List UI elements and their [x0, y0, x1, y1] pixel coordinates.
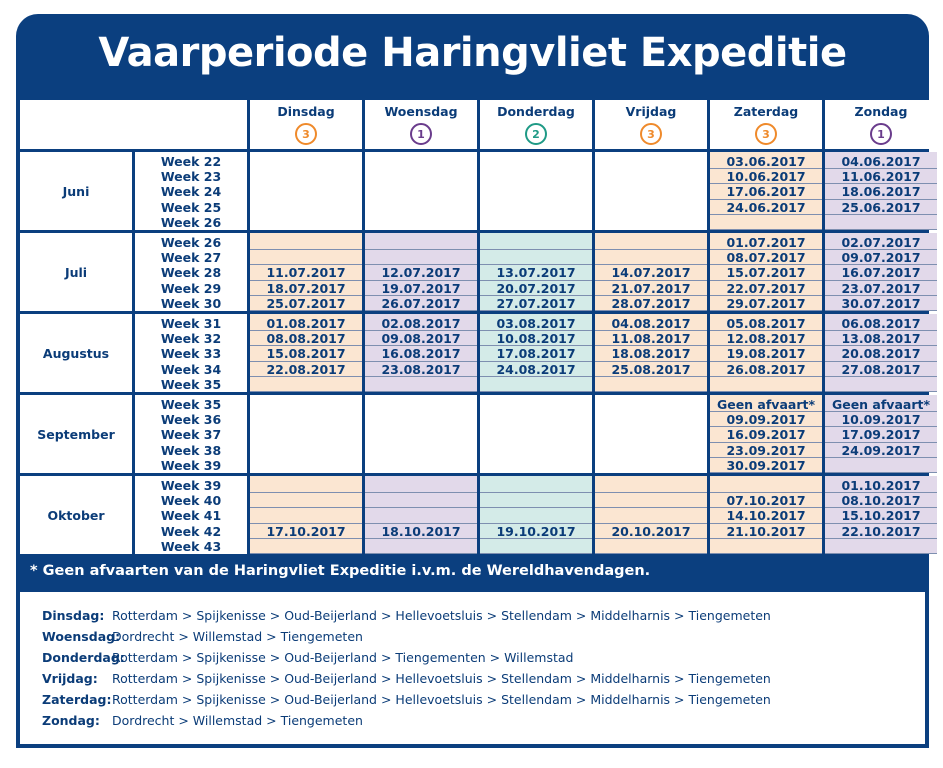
date-rows	[250, 478, 362, 554]
sailing-date: 01.10.2017	[825, 478, 937, 493]
route-item	[20, 671, 925, 692]
date-cell-zaterdag	[710, 476, 822, 554]
date-rows	[480, 235, 592, 311]
week-label: Week 22	[160, 154, 222, 169]
sailing-date: 23.07.2017	[825, 281, 937, 296]
week-rows	[135, 235, 247, 311]
sailing-date	[365, 493, 477, 508]
week-label: Week 38	[160, 442, 222, 458]
sailing-date	[480, 235, 592, 250]
sailing-date	[365, 235, 477, 250]
day-name: Zondag	[854, 104, 908, 119]
sailing-date: 19.10.2017	[480, 524, 592, 539]
sailing-date: 10.09.2017	[825, 412, 937, 427]
sailing-date: 13.07.2017	[480, 265, 592, 280]
sailing-date	[595, 508, 707, 523]
header-corner	[20, 100, 247, 149]
route-day: Vrijdag:	[42, 671, 98, 686]
sailing-date: 25.06.2017	[825, 200, 937, 215]
date-cell-vrijdag	[595, 233, 707, 311]
date-rows	[710, 397, 822, 473]
date-rows	[365, 478, 477, 554]
sailing-date	[250, 478, 362, 493]
week-label: Week 27	[160, 250, 222, 266]
week-label: Week 36	[160, 412, 222, 428]
sailing-date: 21.07.2017	[595, 281, 707, 296]
sailing-date	[250, 508, 362, 523]
route-stops: Rotterdam > Spijkenisse > Oud-Beijerland > Hellevoetsluis > Stellendam > Middelharnis > Tiengemeten	[112, 608, 771, 623]
date-rows	[480, 478, 592, 554]
month-label: September	[20, 395, 132, 473]
date-cell-zaterdag	[710, 233, 822, 311]
week-label: Week 39	[160, 478, 222, 493]
sailing-date: 20.07.2017	[480, 281, 592, 296]
date-rows	[250, 316, 362, 392]
route-day: Zondag:	[42, 713, 100, 728]
date-rows	[595, 478, 707, 554]
sailing-date: 15.10.2017	[825, 508, 937, 523]
date-cell-zondag	[825, 233, 937, 311]
sailing-date: 23.09.2017	[710, 443, 822, 458]
sailing-date: 24.08.2017	[480, 362, 592, 377]
week-label: Week 26	[160, 235, 222, 250]
route-number-badge: 2	[525, 123, 547, 145]
sailing-date	[250, 377, 362, 392]
date-cell-donderdag	[480, 233, 592, 311]
week-list	[135, 476, 247, 554]
route-stops: Rotterdam > Spijkenisse > Oud-Beijerland > Hellevoetsluis > Stellendam > Middelharnis > Tiengemeten	[112, 692, 771, 707]
date-cell-zondag	[825, 395, 937, 473]
sailing-date: 19.07.2017	[365, 281, 477, 296]
sailing-date	[365, 478, 477, 493]
sailing-date: 24.06.2017	[710, 200, 822, 215]
route-day: Donderdag:	[42, 650, 125, 665]
sailing-date	[825, 377, 937, 392]
month-label: Juli	[20, 233, 132, 311]
date-cell-donderdag	[480, 476, 592, 554]
route-stops: Rotterdam > Spijkenisse > Oud-Beijerland > Tiengementen > Willemstad	[112, 650, 574, 665]
sailing-date: Geen afvaart*	[825, 397, 937, 412]
date-cell-woensdag	[365, 476, 477, 554]
route-item	[20, 629, 925, 650]
sailing-date	[710, 377, 822, 392]
sailing-date: 22.07.2017	[710, 281, 822, 296]
sailing-date: 15.08.2017	[250, 346, 362, 361]
date-cell-vrijdag	[595, 476, 707, 554]
day-name: Dinsdag	[277, 104, 335, 119]
sailing-date: 30.07.2017	[825, 296, 937, 311]
date-cell-dinsdag	[250, 314, 362, 392]
date-cell-woensdag	[365, 395, 477, 473]
week-label: Week 31	[160, 316, 222, 331]
routes-list	[20, 592, 925, 744]
week-list	[135, 233, 247, 311]
sailing-date: 17.06.2017	[710, 184, 822, 199]
week-rows	[135, 316, 247, 392]
date-rows	[595, 235, 707, 311]
sailing-date: 20.10.2017	[595, 524, 707, 539]
week-label: Week 35	[160, 376, 222, 392]
sailing-date	[250, 493, 362, 508]
route-number-badge: 3	[640, 123, 662, 145]
day-header-zondag	[825, 100, 937, 149]
route-item	[20, 692, 925, 713]
sailing-date: 18.06.2017	[825, 184, 937, 199]
sailing-date: 15.07.2017	[710, 265, 822, 280]
week-label: Week 33	[160, 346, 222, 362]
week-rows	[135, 397, 247, 473]
route-number-badge: 3	[755, 123, 777, 145]
week-label: Week 34	[160, 361, 222, 377]
week-label: Week 23	[160, 169, 222, 185]
sailing-date	[595, 493, 707, 508]
week-label: Week 35	[160, 397, 222, 412]
route-stops: Dordrecht > Willemstad > Tiengemeten	[112, 713, 363, 728]
date-cell-woensdag	[365, 152, 477, 230]
date-cell-woensdag	[365, 314, 477, 392]
sailing-date: 08.07.2017	[710, 250, 822, 265]
date-cell-zondag	[825, 476, 937, 554]
date-cell-dinsdag	[250, 395, 362, 473]
week-rows	[135, 478, 247, 554]
sailing-date: 01.08.2017	[250, 316, 362, 331]
sailing-date	[595, 377, 707, 392]
date-cell-zaterdag	[710, 395, 822, 473]
sailing-date: 22.08.2017	[250, 362, 362, 377]
sailing-date: 12.08.2017	[710, 331, 822, 346]
date-rows	[825, 316, 937, 392]
route-day: Woensdag:	[42, 629, 121, 644]
date-rows	[825, 154, 937, 230]
page-title: Vaarperiode Haringvliet Expeditie	[98, 30, 847, 76]
sailing-date: 03.08.2017	[480, 316, 592, 331]
date-cell-dinsdag	[250, 152, 362, 230]
date-rows	[710, 478, 822, 554]
sailing-date: 07.10.2017	[710, 493, 822, 508]
sailing-date: 17.08.2017	[480, 346, 592, 361]
sailing-date: 01.07.2017	[710, 235, 822, 250]
route-day: Dinsdag:	[42, 608, 105, 623]
date-cell-zondag	[825, 152, 937, 230]
sailing-date: 02.07.2017	[825, 235, 937, 250]
route-stops: Rotterdam > Spijkenisse > Oud-Beijerland > Hellevoetsluis > Stellendam > Middelharnis > Tiengemeten	[112, 671, 771, 686]
date-rows	[825, 235, 937, 311]
date-cell-donderdag	[480, 152, 592, 230]
sailing-date	[480, 250, 592, 265]
date-rows	[595, 316, 707, 392]
date-cell-zaterdag	[710, 314, 822, 392]
sailing-date: 10.06.2017	[710, 169, 822, 184]
sailing-date: 26.08.2017	[710, 362, 822, 377]
sailing-date: 18.10.2017	[365, 524, 477, 539]
week-list	[135, 395, 247, 473]
sailing-date: 17.10.2017	[250, 524, 362, 539]
sailing-date: 05.08.2017	[710, 316, 822, 331]
sailing-date: 06.08.2017	[825, 316, 937, 331]
route-number-badge: 1	[410, 123, 432, 145]
route-item	[20, 713, 925, 734]
sailing-date: 30.09.2017	[710, 458, 822, 473]
sailing-date	[595, 478, 707, 493]
date-cell-donderdag	[480, 314, 592, 392]
route-day: Zaterdag:	[42, 692, 112, 707]
sailing-date: 24.09.2017	[825, 443, 937, 458]
sailing-date	[250, 250, 362, 265]
route-stops: Dordrecht > Willemstad > Tiengemeten	[112, 629, 363, 644]
sailing-date: 25.08.2017	[595, 362, 707, 377]
date-rows	[710, 316, 822, 392]
sailing-date: 25.07.2017	[250, 296, 362, 311]
week-label: Week 39	[160, 457, 222, 473]
sailing-date: 26.07.2017	[365, 296, 477, 311]
date-rows	[825, 478, 937, 554]
sailing-date: 12.07.2017	[365, 265, 477, 280]
schedule-table	[20, 100, 931, 554]
sailing-date: 11.07.2017	[250, 265, 362, 280]
sailing-date: 10.08.2017	[480, 331, 592, 346]
date-rows	[710, 154, 822, 230]
sailing-date: 11.08.2017	[595, 331, 707, 346]
sailing-date	[710, 215, 822, 230]
week-list	[135, 152, 247, 230]
week-label: Week 28	[160, 265, 222, 281]
day-name: Woensdag	[384, 104, 458, 119]
week-list	[135, 314, 247, 392]
route-number-badge: 3	[295, 123, 317, 145]
sailing-date: 23.08.2017	[365, 362, 477, 377]
week-label: Week 43	[160, 538, 222, 554]
date-rows	[710, 235, 822, 311]
day-name: Vrijdag	[625, 104, 677, 119]
date-cell-vrijdag	[595, 395, 707, 473]
week-label: Week 30	[160, 295, 222, 311]
month-label: Oktober	[20, 476, 132, 554]
date-cell-zaterdag	[710, 152, 822, 230]
sailing-date: 14.10.2017	[710, 508, 822, 523]
sailing-date: 16.09.2017	[710, 427, 822, 442]
date-cell-zondag	[825, 314, 937, 392]
sailing-date	[710, 478, 822, 493]
week-label: Week 37	[160, 427, 222, 443]
sailing-date	[250, 235, 362, 250]
sailing-date	[480, 493, 592, 508]
date-cell-vrijdag	[595, 314, 707, 392]
sailing-date: 28.07.2017	[595, 296, 707, 311]
sailing-date	[825, 215, 937, 230]
date-cell-vrijdag	[595, 152, 707, 230]
sailing-date: 22.10.2017	[825, 524, 937, 539]
week-label: Week 41	[160, 508, 222, 524]
month-label: Augustus	[20, 314, 132, 392]
sailing-date: 09.09.2017	[710, 412, 822, 427]
date-cell-dinsdag	[250, 233, 362, 311]
day-name: Zaterdag	[733, 104, 799, 119]
week-rows	[135, 154, 247, 230]
week-label: Week 42	[160, 523, 222, 539]
date-rows	[365, 316, 477, 392]
sailing-date	[595, 235, 707, 250]
sailing-date	[480, 478, 592, 493]
sailing-date	[480, 508, 592, 523]
footnote: * Geen afvaarten van de Haringvliet Expeditie i.v.m. de Wereldhavendagen.	[30, 563, 651, 579]
day-header-woensdag	[365, 100, 477, 149]
day-header-dinsdag	[250, 100, 362, 149]
sailing-date: Geen afvaart*	[710, 397, 822, 412]
sailing-date: 18.07.2017	[250, 281, 362, 296]
sailing-date: 16.07.2017	[825, 265, 937, 280]
sailing-date: 02.08.2017	[365, 316, 477, 331]
sailing-date: 16.08.2017	[365, 346, 477, 361]
sailing-date	[365, 377, 477, 392]
sailing-date: 19.08.2017	[710, 346, 822, 361]
sailing-date	[480, 377, 592, 392]
sailing-date	[365, 508, 477, 523]
sailing-date: 09.07.2017	[825, 250, 937, 265]
week-label: Week 26	[160, 214, 222, 230]
date-cell-woensdag	[365, 233, 477, 311]
date-rows	[825, 397, 937, 473]
sailing-date: 27.07.2017	[480, 296, 592, 311]
sailing-date: 08.08.2017	[250, 331, 362, 346]
week-label: Week 25	[160, 199, 222, 215]
sailing-date: 18.08.2017	[595, 346, 707, 361]
route-item	[20, 650, 925, 671]
month-label: Juni	[20, 152, 132, 230]
day-header-vrijdag	[595, 100, 707, 149]
sailing-date: 03.06.2017	[710, 154, 822, 169]
sailing-date: 21.10.2017	[710, 524, 822, 539]
sailing-date: 04.06.2017	[825, 154, 937, 169]
day-header-donderdag	[480, 100, 592, 149]
week-label: Week 29	[160, 280, 222, 296]
date-rows	[250, 235, 362, 311]
route-item	[20, 608, 925, 629]
week-label: Week 40	[160, 493, 222, 509]
date-rows	[480, 316, 592, 392]
sailing-date: 29.07.2017	[710, 296, 822, 311]
week-label: Week 32	[160, 331, 222, 347]
sailing-date: 11.06.2017	[825, 169, 937, 184]
week-label: Week 24	[160, 184, 222, 200]
sailing-date	[365, 250, 477, 265]
sailing-date: 04.08.2017	[595, 316, 707, 331]
date-cell-dinsdag	[250, 476, 362, 554]
date-rows	[365, 235, 477, 311]
day-header-zaterdag	[710, 100, 822, 149]
sailing-date: 20.08.2017	[825, 346, 937, 361]
date-cell-donderdag	[480, 395, 592, 473]
sailing-date: 08.10.2017	[825, 493, 937, 508]
sailing-date: 13.08.2017	[825, 331, 937, 346]
sailing-date	[825, 458, 937, 473]
sailing-date: 09.08.2017	[365, 331, 477, 346]
day-name: Donderdag	[497, 104, 575, 119]
sailing-date: 14.07.2017	[595, 265, 707, 280]
sailing-date: 27.08.2017	[825, 362, 937, 377]
sailing-date: 17.09.2017	[825, 427, 937, 442]
route-number-badge: 1	[870, 123, 892, 145]
sailing-date	[595, 250, 707, 265]
